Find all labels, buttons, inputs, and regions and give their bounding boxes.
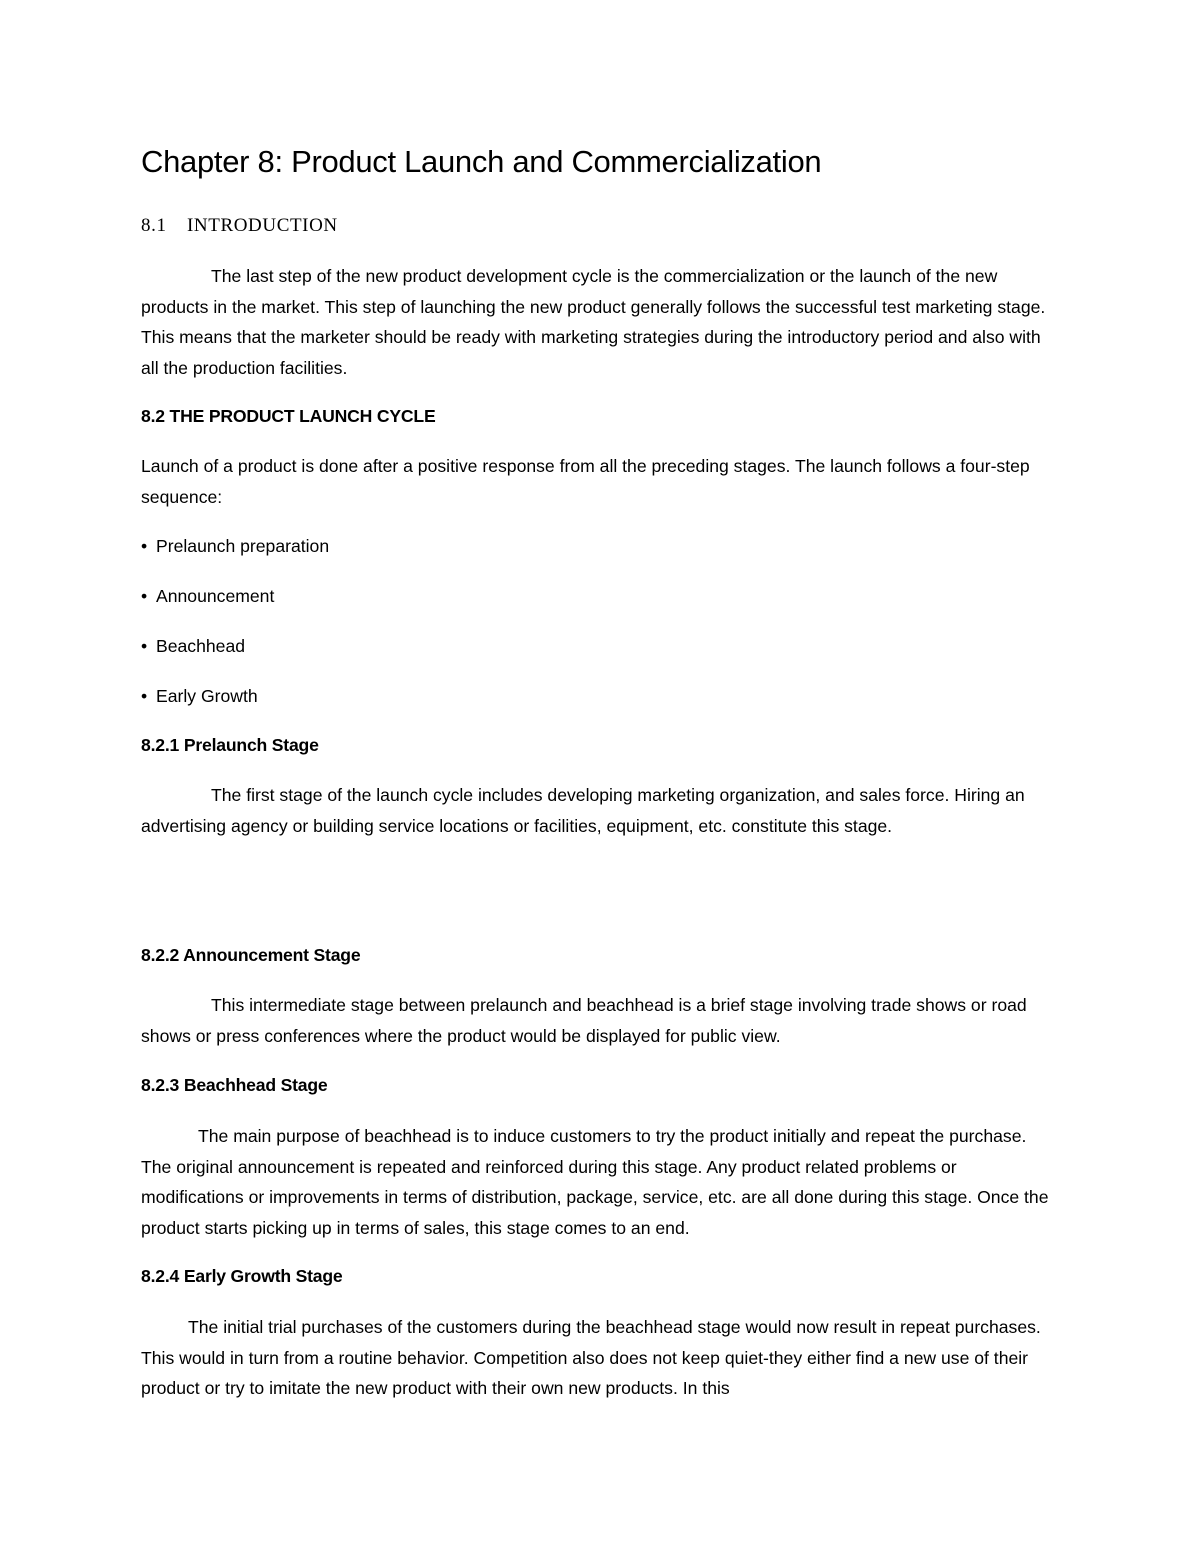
list-item-label: Beachhead bbox=[156, 636, 246, 656]
announcement-paragraph: This intermediate stage between prelaunch and beachhead is a brief stage involving trade shows or road shows or press conferences where the product would be displayed for public view. bbox=[141, 995, 1027, 1046]
section-heading-beachhead: 8.2.3 Beachhead Stage bbox=[141, 1075, 328, 1095]
list-item-label: Announcement bbox=[156, 586, 275, 606]
section-heading-introduction bbox=[141, 213, 1061, 239]
section-heading-announcement: 8.2.2 Announcement Stage bbox=[141, 945, 361, 965]
list-item bbox=[141, 533, 1061, 559]
early-growth-paragraph: The initial trial purchases of the customers during the beachhead stage would now result in repeat purchases. This would in turn from a routine behavior. Competition also does not keep quiet-they either find a new use of their product or try to imitate the new product with their own new products. In this bbox=[141, 1317, 1041, 1398]
bullet-icon: • bbox=[141, 686, 148, 706]
bullet-icon: • bbox=[141, 586, 148, 606]
list-item-label: Early Growth bbox=[156, 686, 258, 706]
beachhead-paragraph: The main purpose of beachhead is to induce customers to try the product initially and repeat the purchase. The original announcement is repeated and reinforced during this stage. Any product related problems or modifications or improvements in terms of distribution, package, service, etc. are all done during this stage. Once the product starts picking up in terms of sales, this stage comes to an end. bbox=[141, 1126, 1049, 1238]
prelaunch-paragraph: The first stage of the launch cycle includes developing marketing organization, and sales force. Hiring an advertising agency or building service locations or facilities, equipment, etc. constitute this stage. bbox=[141, 785, 1025, 836]
section-number: 8.1 bbox=[141, 215, 167, 236]
introduction-paragraph: The last step of the new product development cycle is the commercialization or the launch of the new products in the market. This step of launching the new product generally follows the successful test marketing stage. This means that the marketer should be ready with marketing strategies during the introductory period and also with all the production facilities. bbox=[141, 266, 1046, 378]
section-heading-early-growth: 8.2.4 Early Growth Stage bbox=[141, 1266, 343, 1286]
list-item bbox=[141, 683, 1061, 709]
list-item bbox=[141, 583, 1061, 609]
bullet-icon: • bbox=[141, 536, 148, 556]
bullet-icon: • bbox=[141, 636, 148, 656]
section-title: INTRODUCTION bbox=[187, 215, 338, 236]
list-item-label: Prelaunch preparation bbox=[156, 536, 330, 556]
launch-cycle-paragraph: Launch of a product is done after a positive response from all the preceding stages. The launch follows a four-step sequence: bbox=[141, 456, 1030, 507]
section-heading-launch-cycle: 8.2 THE PRODUCT LAUNCH CYCLE bbox=[141, 406, 436, 426]
list-item bbox=[141, 633, 1061, 659]
section-heading-prelaunch: 8.2.1 Prelaunch Stage bbox=[141, 735, 319, 755]
chapter-title: Chapter 8: Product Launch and Commercialization bbox=[141, 144, 822, 179]
